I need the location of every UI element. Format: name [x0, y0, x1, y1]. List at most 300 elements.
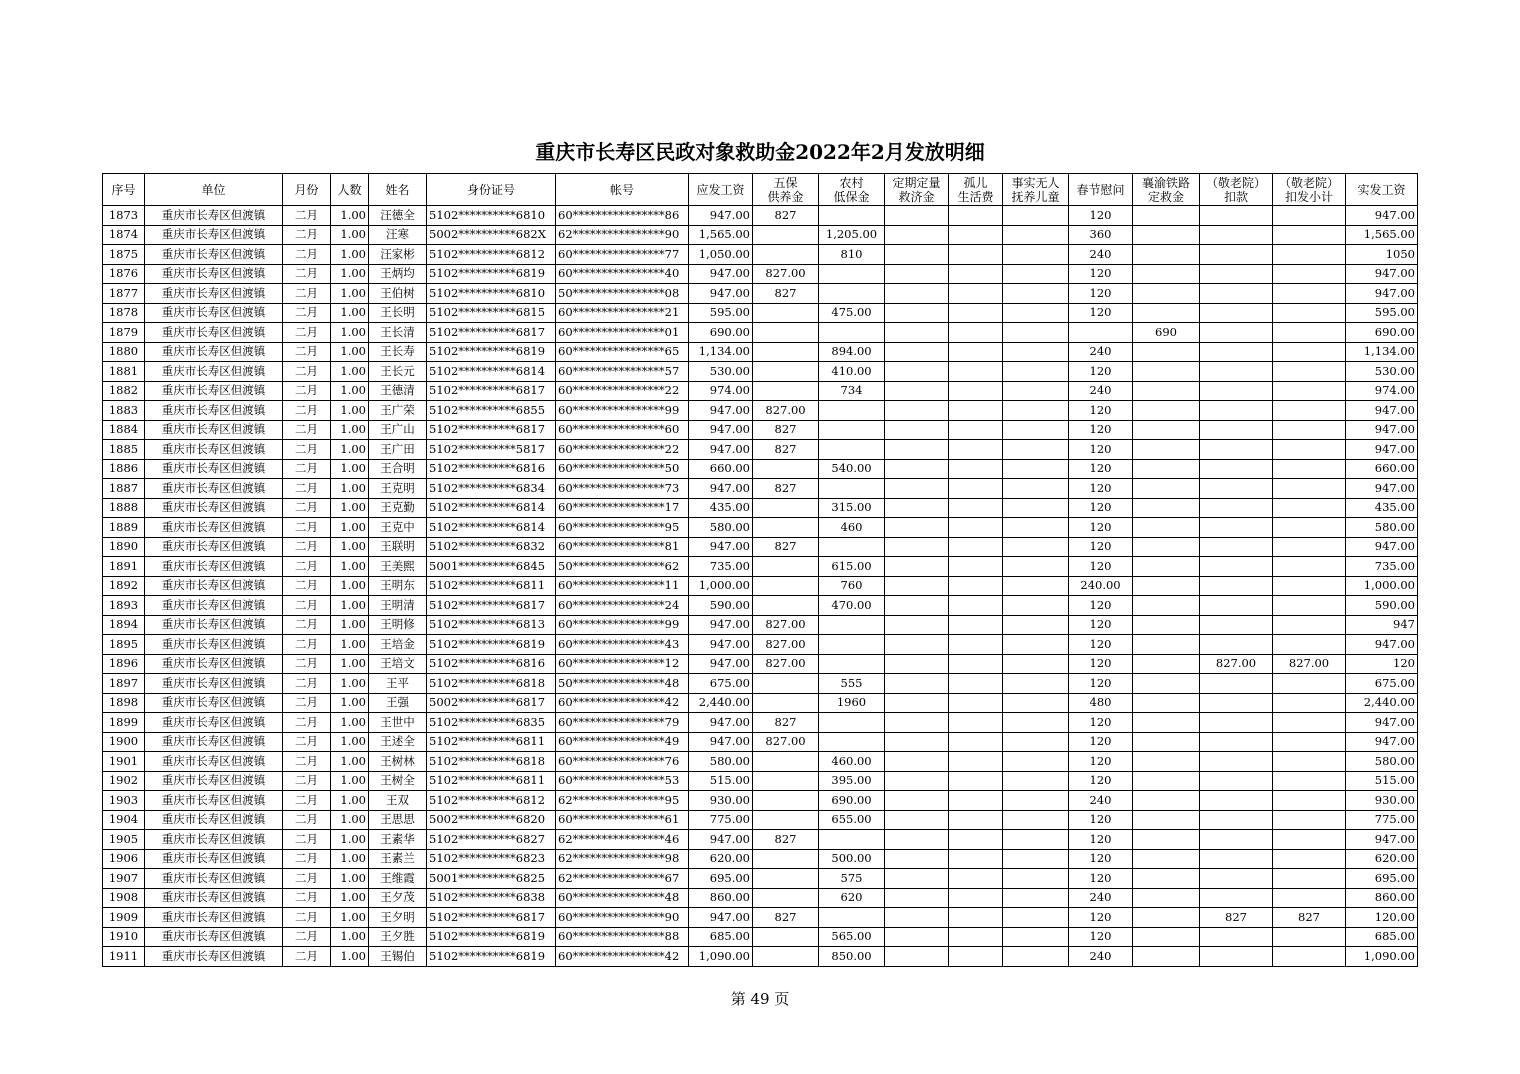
table-cell — [1133, 576, 1200, 596]
table-cell — [753, 927, 819, 947]
table-cell: 1.00 — [331, 401, 369, 421]
table-cell: 二月 — [283, 771, 331, 791]
table-cell: 60****************21 — [556, 303, 689, 323]
table-cell — [1200, 420, 1273, 440]
table-cell: 660.00 — [1346, 459, 1418, 479]
table-cell — [1200, 947, 1273, 967]
table-cell — [1273, 732, 1346, 752]
table-cell — [819, 615, 885, 635]
table-cell: 827.00 — [753, 654, 819, 674]
table-cell — [1200, 927, 1273, 947]
table-cell — [1200, 303, 1273, 323]
column-header: 序号 — [103, 174, 145, 206]
table-cell — [1200, 693, 1273, 713]
table-cell: 王克中 — [369, 518, 427, 538]
table-row — [103, 459, 1418, 479]
table-cell — [885, 791, 949, 811]
table-cell — [1003, 654, 1069, 674]
table-cell: 1899 — [103, 713, 145, 733]
table-cell — [1003, 420, 1069, 440]
table-cell — [1003, 342, 1069, 362]
table-cell: 827.00 — [753, 401, 819, 421]
table-cell — [949, 264, 1003, 284]
table-cell — [1003, 713, 1069, 733]
table-cell — [1200, 635, 1273, 655]
table-cell: 重庆市长寿区但渡镇 — [145, 518, 283, 538]
table-cell: 580.00 — [1346, 752, 1418, 772]
table-cell — [1273, 342, 1346, 362]
table-cell: 王夕茂 — [369, 888, 427, 908]
table-cell — [949, 674, 1003, 694]
table-cell: 1050 — [1346, 245, 1418, 265]
table-cell: 1886 — [103, 459, 145, 479]
table-cell: 435.00 — [1346, 498, 1418, 518]
table-cell: 王联明 — [369, 537, 427, 557]
column-header: （敬老院） 扣发小计 — [1273, 174, 1346, 206]
table-cell: 947.00 — [689, 440, 753, 460]
table-cell: 480 — [1069, 693, 1133, 713]
table-cell — [753, 381, 819, 401]
table-cell — [1133, 303, 1200, 323]
table-cell: 1883 — [103, 401, 145, 421]
table-cell — [1133, 674, 1200, 694]
table-cell: 690 — [1133, 323, 1200, 343]
table-cell: 60****************24 — [556, 596, 689, 616]
table-cell: 二月 — [283, 362, 331, 382]
table-cell — [885, 557, 949, 577]
table-cell: 1.00 — [331, 908, 369, 928]
table-cell: 690.00 — [819, 791, 885, 811]
table-cell: 王德清 — [369, 381, 427, 401]
table-cell: 827 — [753, 206, 819, 226]
table-cell: 580.00 — [689, 752, 753, 772]
table-cell: 1.00 — [331, 791, 369, 811]
table-cell — [1200, 576, 1273, 596]
table-cell: 60****************01 — [556, 323, 689, 343]
table-cell — [949, 654, 1003, 674]
table-cell — [949, 810, 1003, 830]
table-cell: 460.00 — [819, 752, 885, 772]
table-cell: 汪德全 — [369, 206, 427, 226]
table-cell — [1273, 303, 1346, 323]
table-cell: 1901 — [103, 752, 145, 772]
table-cell — [1273, 362, 1346, 382]
table-cell: 重庆市长寿区但渡镇 — [145, 732, 283, 752]
table-cell: 62****************95 — [556, 791, 689, 811]
table-cell: 1,205.00 — [819, 225, 885, 245]
table-cell: 1873 — [103, 206, 145, 226]
table-row — [103, 908, 1418, 928]
table-cell: 5102**********6812 — [427, 791, 556, 811]
table-cell — [885, 420, 949, 440]
table-cell: 二月 — [283, 693, 331, 713]
table-cell — [753, 771, 819, 791]
table-cell: 二月 — [283, 225, 331, 245]
table-cell: 60****************77 — [556, 245, 689, 265]
table-cell: 827.00 — [1273, 654, 1346, 674]
table-cell: 二月 — [283, 888, 331, 908]
table-cell — [1133, 849, 1200, 869]
table-cell: 重庆市长寿区但渡镇 — [145, 752, 283, 772]
table-cell: 827 — [1200, 908, 1273, 928]
table-cell: 二月 — [283, 537, 331, 557]
table-cell: 120 — [1069, 206, 1133, 226]
table-cell: 675.00 — [1346, 674, 1418, 694]
table-cell: 1,090.00 — [1346, 947, 1418, 967]
table-cell: 240 — [1069, 791, 1133, 811]
table-cell: 5102**********6818 — [427, 752, 556, 772]
table-cell: 947.00 — [1346, 732, 1418, 752]
table-cell: 重庆市长寿区但渡镇 — [145, 596, 283, 616]
table-cell — [1133, 693, 1200, 713]
table-cell: 315.00 — [819, 498, 885, 518]
table-cell: 947.00 — [1346, 420, 1418, 440]
table-cell — [885, 342, 949, 362]
table-cell: 655.00 — [819, 810, 885, 830]
table-row — [103, 537, 1418, 557]
table-cell — [1200, 849, 1273, 869]
table-cell: 947.00 — [1346, 635, 1418, 655]
table-cell: 595.00 — [689, 303, 753, 323]
table-cell: 王长清 — [369, 323, 427, 343]
table-cell — [949, 440, 1003, 460]
table-cell — [1200, 479, 1273, 499]
table-cell — [949, 771, 1003, 791]
table-cell: 760 — [819, 576, 885, 596]
table-row — [103, 342, 1418, 362]
table-cell: 王美熙 — [369, 557, 427, 577]
table-cell — [949, 245, 1003, 265]
table-cell: 重庆市长寿区但渡镇 — [145, 927, 283, 947]
table-cell — [819, 830, 885, 850]
table-cell: 1876 — [103, 264, 145, 284]
table-cell: 二月 — [283, 635, 331, 655]
table-cell — [1133, 537, 1200, 557]
table-cell — [1200, 401, 1273, 421]
table-cell — [1273, 791, 1346, 811]
table-cell: 60****************86 — [556, 206, 689, 226]
table-cell: 62****************46 — [556, 830, 689, 850]
table-cell: 930.00 — [1346, 791, 1418, 811]
table-cell: 470.00 — [819, 596, 885, 616]
table-cell — [1133, 245, 1200, 265]
table-row — [103, 498, 1418, 518]
table-cell — [1003, 752, 1069, 772]
table-cell: 重庆市长寿区但渡镇 — [145, 849, 283, 869]
table-cell: 580.00 — [689, 518, 753, 538]
table-cell: 410.00 — [819, 362, 885, 382]
table-cell: 二月 — [283, 440, 331, 460]
table-cell: 120 — [1069, 713, 1133, 733]
table-cell — [885, 908, 949, 928]
table-row — [103, 713, 1418, 733]
table-cell: 王长明 — [369, 303, 427, 323]
table-cell — [1273, 635, 1346, 655]
table-cell: 60****************90 — [556, 908, 689, 928]
table-cell: 王夕明 — [369, 908, 427, 928]
table-cell: 1,565.00 — [689, 225, 753, 245]
table-cell — [1003, 674, 1069, 694]
table-cell — [1273, 771, 1346, 791]
table-cell: 735.00 — [1346, 557, 1418, 577]
table-cell: 王述全 — [369, 732, 427, 752]
table-cell: 947.00 — [1346, 537, 1418, 557]
table-cell: 530.00 — [1346, 362, 1418, 382]
table-cell — [1003, 440, 1069, 460]
table-cell — [753, 362, 819, 382]
table-cell — [1133, 752, 1200, 772]
table-cell: 555 — [819, 674, 885, 694]
table-cell: 1,000.00 — [689, 576, 753, 596]
table-cell — [949, 206, 1003, 226]
table-cell: 汪寒 — [369, 225, 427, 245]
table-cell — [1273, 440, 1346, 460]
table-cell — [949, 576, 1003, 596]
table-cell: 1877 — [103, 284, 145, 304]
table-cell — [1003, 459, 1069, 479]
table-cell: 二月 — [283, 323, 331, 343]
table-cell — [753, 869, 819, 889]
table-cell: 60****************42 — [556, 947, 689, 967]
table-cell: 1.00 — [331, 635, 369, 655]
table-cell: 775.00 — [1346, 810, 1418, 830]
table-cell: 62****************67 — [556, 869, 689, 889]
table-cell: 1.00 — [331, 420, 369, 440]
table-cell — [1200, 888, 1273, 908]
column-header: 身份证号 — [427, 174, 556, 206]
table-cell — [1273, 830, 1346, 850]
table-cell: 二月 — [283, 830, 331, 850]
table-cell — [753, 323, 819, 343]
table-cell — [753, 810, 819, 830]
table-cell: 120 — [1069, 752, 1133, 772]
table-row — [103, 479, 1418, 499]
table-cell: 620 — [819, 888, 885, 908]
table-cell — [885, 732, 949, 752]
table-cell: 120 — [1069, 401, 1133, 421]
table-cell: 1,090.00 — [689, 947, 753, 967]
table-cell — [1003, 635, 1069, 655]
table-cell: 1879 — [103, 323, 145, 343]
table-cell: 王素兰 — [369, 849, 427, 869]
table-cell: 1.00 — [331, 849, 369, 869]
table-cell — [885, 674, 949, 694]
table-cell: 947.00 — [689, 479, 753, 499]
page-number: 第 49 页 — [730, 990, 790, 1008]
table-row — [103, 401, 1418, 421]
table-cell: 947.00 — [689, 732, 753, 752]
table-cell: 734 — [819, 381, 885, 401]
column-header: 事实无人 抚养儿童 — [1003, 174, 1069, 206]
table-cell — [885, 264, 949, 284]
table-cell: 1.00 — [331, 264, 369, 284]
table-cell — [753, 557, 819, 577]
table-cell: 王合明 — [369, 459, 427, 479]
table-cell — [1273, 849, 1346, 869]
table-cell — [1003, 284, 1069, 304]
table-cell — [885, 381, 949, 401]
table-cell: 王克明 — [369, 479, 427, 499]
table-cell: 60****************99 — [556, 401, 689, 421]
table-header-row — [103, 174, 1418, 206]
table-cell: 695.00 — [1346, 869, 1418, 889]
table-cell: 827 — [753, 479, 819, 499]
table-cell: 1.00 — [331, 596, 369, 616]
table-cell: 1875 — [103, 245, 145, 265]
table-cell — [819, 654, 885, 674]
table-cell — [753, 342, 819, 362]
table-cell — [1273, 264, 1346, 284]
table-cell: 5102**********6811 — [427, 576, 556, 596]
table-cell: 580.00 — [1346, 518, 1418, 538]
table-cell: 1898 — [103, 693, 145, 713]
table-row — [103, 206, 1418, 226]
table-cell: 974.00 — [1346, 381, 1418, 401]
table-cell: 二月 — [283, 674, 331, 694]
table-cell: 5002**********682X — [427, 225, 556, 245]
table-cell: 重庆市长寿区但渡镇 — [145, 693, 283, 713]
table-row — [103, 264, 1418, 284]
table-cell: 1.00 — [331, 225, 369, 245]
table-cell: 王明修 — [369, 615, 427, 635]
table-cell: 王世中 — [369, 713, 427, 733]
table-cell: 重庆市长寿区但渡镇 — [145, 713, 283, 733]
table-cell: 1894 — [103, 615, 145, 635]
table-cell: 1,134.00 — [1346, 342, 1418, 362]
table-cell: 重庆市长寿区但渡镇 — [145, 674, 283, 694]
table-cell — [885, 362, 949, 382]
table-cell: 1.00 — [331, 771, 369, 791]
table-cell: 827.00 — [753, 615, 819, 635]
table-row — [103, 303, 1418, 323]
table-cell — [1200, 596, 1273, 616]
table-cell: 590.00 — [1346, 596, 1418, 616]
table-cell: 530.00 — [689, 362, 753, 382]
table-cell: 重庆市长寿区但渡镇 — [145, 479, 283, 499]
table-cell — [885, 849, 949, 869]
table-cell: 王平 — [369, 674, 427, 694]
table-cell — [1200, 323, 1273, 343]
table-cell: 1884 — [103, 420, 145, 440]
table-cell — [753, 498, 819, 518]
table-cell — [1133, 440, 1200, 460]
table-cell: 二月 — [283, 557, 331, 577]
table-cell — [753, 791, 819, 811]
table-cell — [753, 225, 819, 245]
table-cell: 1890 — [103, 537, 145, 557]
table-row — [103, 596, 1418, 616]
table-cell: 120 — [1069, 303, 1133, 323]
table-cell: 60****************79 — [556, 713, 689, 733]
table-cell — [885, 654, 949, 674]
table-cell: 重庆市长寿区但渡镇 — [145, 323, 283, 343]
table-cell — [1200, 440, 1273, 460]
table-cell: 二月 — [283, 245, 331, 265]
table-cell: 王长寿 — [369, 342, 427, 362]
table-cell: 1887 — [103, 479, 145, 499]
table-cell — [1003, 693, 1069, 713]
table-cell — [949, 869, 1003, 889]
table-cell — [1133, 771, 1200, 791]
table-cell: 5102**********6855 — [427, 401, 556, 421]
table-cell: 827 — [753, 537, 819, 557]
table-cell — [1273, 206, 1346, 226]
table-row — [103, 615, 1418, 635]
table-cell: 500.00 — [819, 849, 885, 869]
table-cell — [1003, 557, 1069, 577]
table-cell — [949, 947, 1003, 967]
table-cell — [1133, 713, 1200, 733]
table-cell — [1200, 518, 1273, 538]
table-cell — [885, 459, 949, 479]
table-cell: 60****************17 — [556, 498, 689, 518]
table-cell: 重庆市长寿区但渡镇 — [145, 830, 283, 850]
table-cell — [885, 498, 949, 518]
table-cell: 62****************90 — [556, 225, 689, 245]
table-cell: 王克勤 — [369, 498, 427, 518]
table-cell: 947.00 — [689, 830, 753, 850]
table-cell — [1133, 830, 1200, 850]
table-cell — [949, 225, 1003, 245]
table-cell: 735.00 — [689, 557, 753, 577]
table-cell — [1003, 888, 1069, 908]
table-cell: 120 — [1069, 498, 1133, 518]
table-row — [103, 771, 1418, 791]
table-cell — [885, 518, 949, 538]
table-cell: 王锡伯 — [369, 947, 427, 967]
table-cell — [949, 888, 1003, 908]
table-cell: 565.00 — [819, 927, 885, 947]
table-cell — [885, 888, 949, 908]
table-cell: 947.00 — [689, 635, 753, 655]
table-cell — [819, 635, 885, 655]
table-cell — [1133, 557, 1200, 577]
table-cell — [949, 791, 1003, 811]
table-cell: 5102**********6813 — [427, 615, 556, 635]
table-cell — [1003, 498, 1069, 518]
table-cell: 2,440.00 — [689, 693, 753, 713]
table-cell — [1273, 479, 1346, 499]
table-cell — [1200, 674, 1273, 694]
table-cell: 540.00 — [819, 459, 885, 479]
table-cell: 827.00 — [753, 732, 819, 752]
table-cell — [819, 284, 885, 304]
table-cell: 1960 — [819, 693, 885, 713]
table-cell: 王广田 — [369, 440, 427, 460]
table-cell — [1003, 537, 1069, 557]
table-row — [103, 381, 1418, 401]
table-cell — [1133, 615, 1200, 635]
table-cell: 1,000.00 — [1346, 576, 1418, 596]
table-cell: 5102**********6814 — [427, 498, 556, 518]
table-cell: 947 — [1346, 615, 1418, 635]
table-cell: 240 — [1069, 245, 1133, 265]
table-cell: 120 — [1069, 284, 1133, 304]
table-cell — [949, 635, 1003, 655]
table-cell: 120 — [1069, 518, 1133, 538]
table-cell: 王夕胜 — [369, 927, 427, 947]
table-cell: 5102**********6819 — [427, 927, 556, 947]
table-cell — [1273, 693, 1346, 713]
table-cell: 435.00 — [689, 498, 753, 518]
table-cell: 685.00 — [689, 927, 753, 947]
table-cell: 重庆市长寿区但渡镇 — [145, 810, 283, 830]
table-cell: 5102**********6812 — [427, 245, 556, 265]
table-cell: 1.00 — [331, 245, 369, 265]
table-cell — [1133, 732, 1200, 752]
table-cell: 1,565.00 — [1346, 225, 1418, 245]
table-cell — [1273, 323, 1346, 343]
